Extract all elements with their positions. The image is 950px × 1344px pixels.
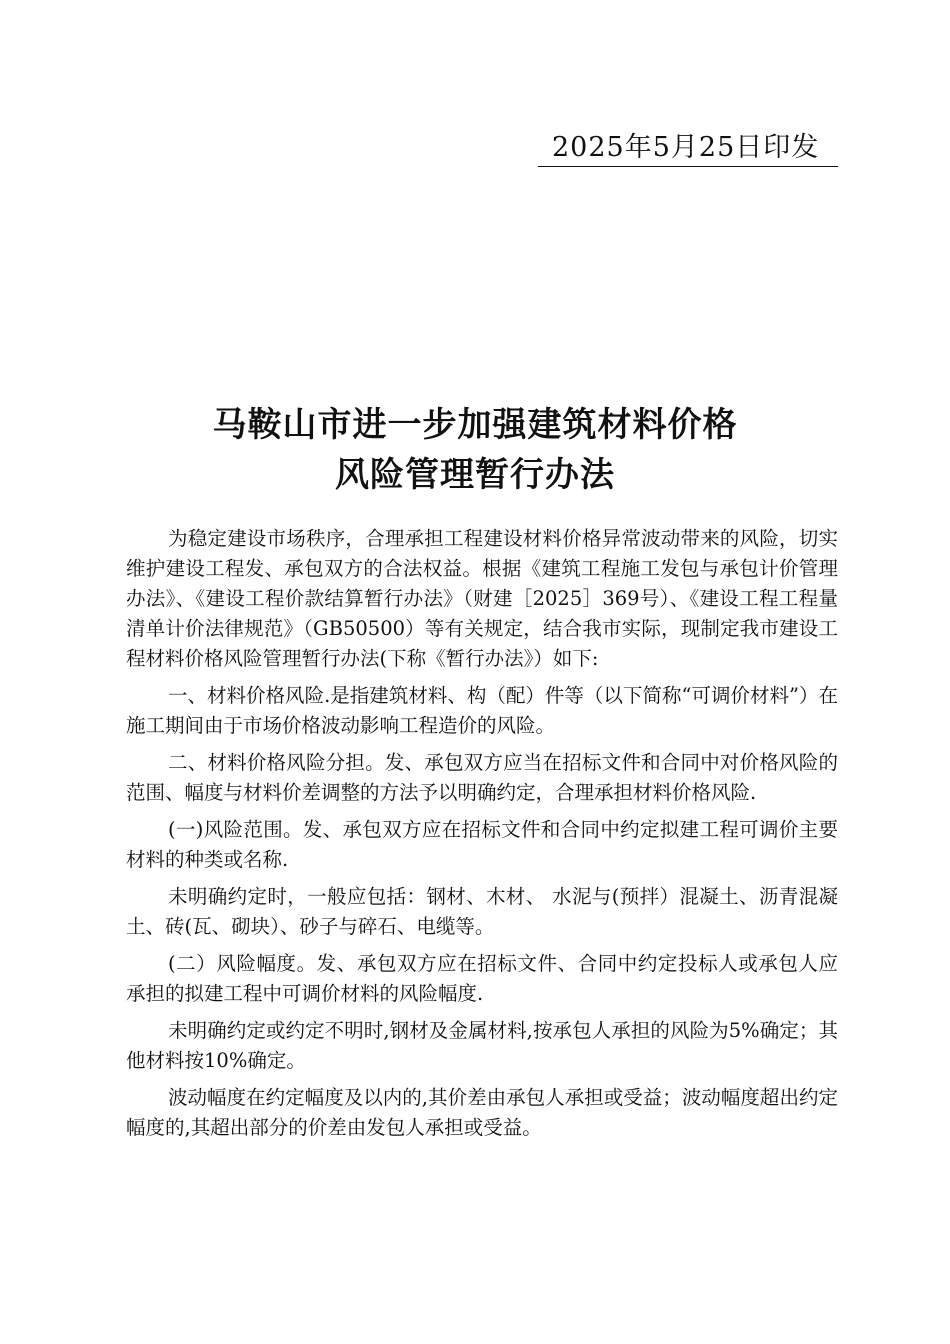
paragraph-risk-range-default: 未明确约定或约定不明时,钢材及金属材料,按承包人承担的风险为5%确定；其他材料按10%确定。 [126,1019,838,1072]
paragraph-section-2: 二、材料价格风险分担。发、承包双方应当在招标文件和合同中对价格风险的范围、幅度与材料价差调整的方法予以明确约定，合理承担材料价格风险. [126,751,838,804]
paragraph-risk-sharing: 波动幅度在约定幅度及以内的,其价差由承包人承担或受益；波动幅度超出约定幅度的,其超出部分的价差由发包人承担或受益。 [126,1086,838,1139]
paragraph-section-1: 一、材料价格风险.是指建筑材料、构（配）件等（以下简称“可调价材料”）在施工期间由于市场价格波动影响工程造价的风险。 [126,684,838,737]
paragraph-risk-scope: (一)风险范围。发、承包双方应在招标文件和合同中约定拟建工程可调价主要材料的种类或名称. [126,818,838,871]
document-body [126,524,838,1150]
document-title-line-2: 风险管理暂行办法 [335,455,615,495]
paragraph-risk-scope-default: 未明确约定时，一般应包括：钢材、木材、 水泥与(预拌）混凝土、沥青混凝土、砖(瓦、砌块）、砂子与碎石、电缆等。 [126,885,838,938]
issue-date: 2025年5月25日印发 [538,130,838,167]
paragraph-preamble: 为稳定建设市场秩序，合理承担工程建设材料价格异常波动带来的风险，切实维护建设工程发、承包双方的合法权益。根据《建筑工程施工发包与承包计价管理办法》、《建设工程价款结算暂行办法》（财建［2025］369号）、《建设工程工程量清单计价法律规范》（GB50500）等有关规定，结合我市实际，现制定我市建设工程材料价格风险管理暂行办法(下称《暂行办法》）如下: [126,527,838,670]
document-title-line-1: 马鞍山市进一步加强建筑材料价格 [212,405,738,445]
paragraph-risk-range: (二）风险幅度。发、承包双方应在招标文件、合同中约定投标人或承包人应承担的拟建工程中可调价材料的风险幅度. [126,952,838,1005]
